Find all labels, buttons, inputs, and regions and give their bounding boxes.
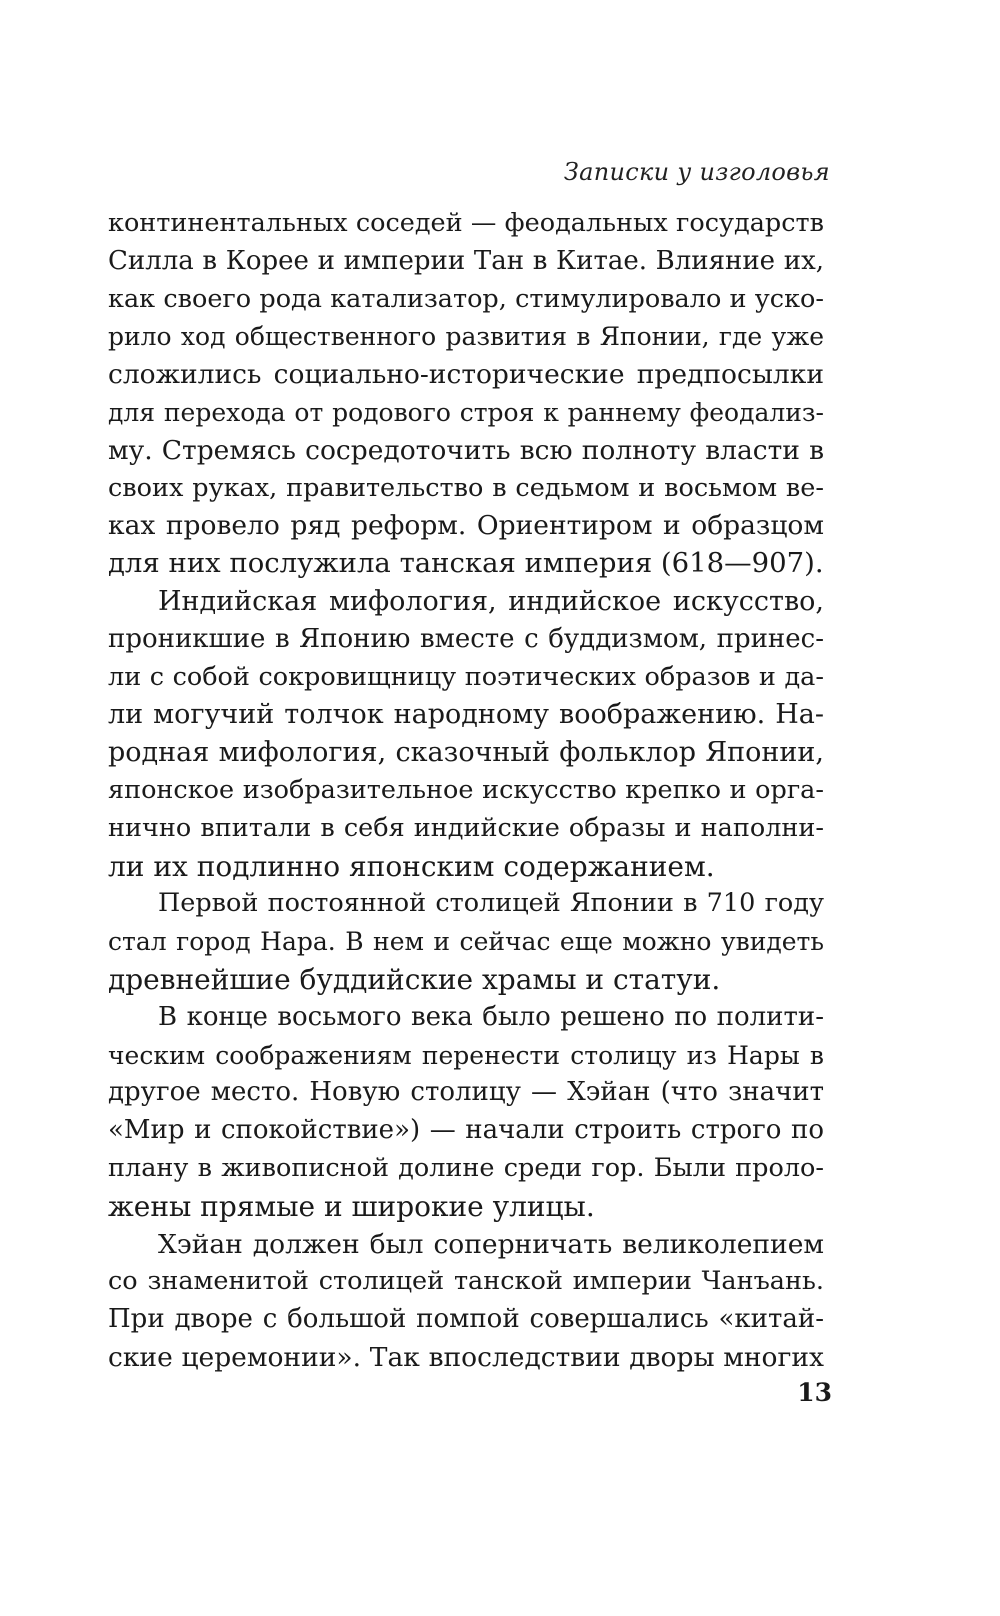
body-text	[108, 205, 824, 1377]
text-line: В конце восьмого века было решено по полити-	[158, 1001, 824, 1032]
running-title: Записки у изголовья	[563, 158, 830, 186]
text-line: для них послужила танская империя (618—907).	[108, 547, 824, 580]
text-line: ли могучий толчок народному воображению. На-	[108, 699, 824, 731]
text-line: ческим соображениям перенести столицу из Нары в	[108, 1040, 824, 1070]
text-line: ли их подлинно японским содержанием.	[108, 849, 715, 883]
text-line: родная мифология, сказочный фольклор Японии,	[108, 737, 824, 769]
text-line: как своего рода катализатор, стимулировало и уско-	[108, 283, 824, 314]
text-line: своих руках, правительство в седьмом и восьмом ве-	[108, 472, 824, 503]
text-line: «Мир и спокойствие») — начали строить строго по	[108, 1115, 824, 1146]
text-line: другое место. Новую столицу — Хэйан (что значит	[108, 1077, 824, 1108]
text-line: японское изобразительное искусство крепко и орга-	[108, 774, 824, 805]
text-line: ские церемонии». Так впоследствии дворы многих	[108, 1341, 824, 1373]
text-line: проникшие в Японию вместе с буддизмом, принес-	[108, 623, 824, 654]
text-line: му. Стремясь сосредоточить всю полноту власти в	[108, 434, 824, 466]
text-line: При дворе с большой помпой совершались «китай-	[108, 1304, 824, 1335]
text-line: древнейшие буддийские храмы и статуи.	[108, 962, 721, 996]
text-line: нично впитали в себя индийские образы и наполни-	[108, 812, 824, 843]
text-line: континентальных соседей — феодальных государств	[108, 208, 824, 238]
text-line: жены прямые и широкие улицы.	[108, 1189, 595, 1223]
text-line: Хэйан должен был соперничать великолепием	[158, 1228, 824, 1260]
text-line: Первой постоянной столицей Японии в 710 году	[158, 888, 824, 919]
text-line: со знаменитой столицей танской империи Чанъань.	[108, 1266, 824, 1297]
text-line: ли с собой сокровищницу поэтических образов и да-	[108, 661, 824, 692]
text-line: рило ход общественного развития в Японии, где уже	[108, 322, 824, 352]
text-line: для перехода от родового строя к раннему феодализ-	[108, 397, 824, 427]
text-line: Силла в Корее и империи Тан в Китае. Влияние их,	[108, 245, 824, 276]
page-number: 13	[797, 1378, 832, 1407]
text-line: стал город Нара. В нем и сейчас еще можно увидеть	[108, 927, 824, 957]
text-line: ках провело ряд реформ. Ориентиром и образцом	[108, 510, 824, 542]
text-line: Индийская мифология, индийское искусство,	[158, 585, 824, 617]
text-line: сложились социально-исторические предпосылки	[108, 359, 824, 391]
text-line: плану в живописной долине среди гор. Были проло-	[108, 1152, 824, 1183]
